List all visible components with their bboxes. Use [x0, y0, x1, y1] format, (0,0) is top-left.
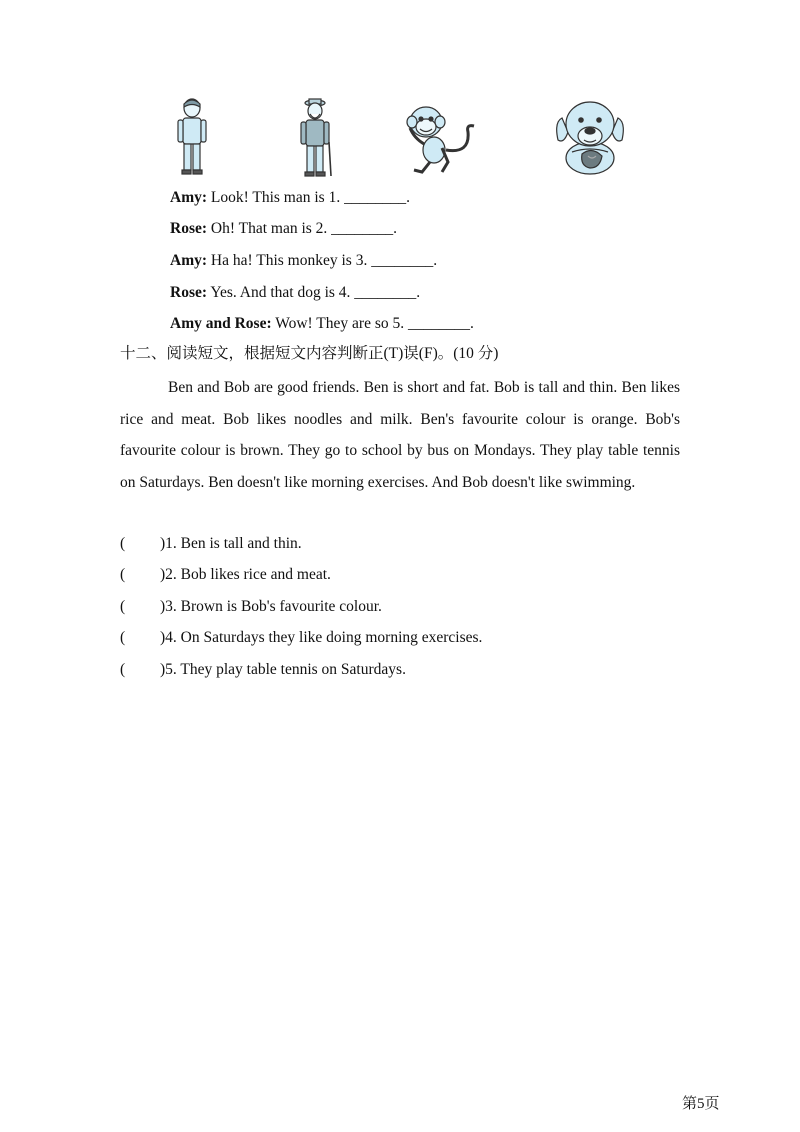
question-item [120, 565, 331, 585]
question-text: )3. Brown is Bob's favourite colour. [160, 598, 382, 615]
dialogue-line [170, 188, 410, 208]
question-item [120, 534, 302, 554]
answer-blank[interactable]: ( [120, 629, 126, 646]
dog-illustration [552, 96, 628, 178]
dialogue-text: Ha ha! This monkey is 3. ________. [207, 252, 438, 269]
dialogue-line [170, 314, 474, 334]
question-item [120, 628, 482, 648]
dialogue-text: Look! This man is 1. ________. [207, 189, 410, 206]
dialogue-text: Yes. And that dog is 4. ________. [207, 284, 421, 301]
answer-blank[interactable]: ( [120, 535, 126, 552]
old-man-illustration [296, 98, 336, 178]
question-text: )5. They play table tennis on Saturdays. [160, 661, 406, 678]
question-item [120, 597, 382, 617]
dialogue-text: Oh! That man is 2. ________. [207, 220, 398, 237]
section-heading: 十二、阅读短文，根据短文内容判断正(T)误(F)。(10 分) [120, 345, 499, 362]
speaker-label: Amy: [170, 189, 208, 206]
question-text: )4. On Saturdays they like doing morning exercises. [160, 629, 483, 646]
answer-blank[interactable]: ( [120, 598, 126, 615]
answer-blank[interactable]: ( [120, 566, 126, 583]
question-item [120, 660, 406, 680]
question-text: )1. Ben is tall and thin. [160, 535, 302, 552]
question-text: )2. Bob likes rice and meat. [160, 566, 331, 583]
speaker-label: Amy: [170, 252, 208, 269]
monkey-illustration [404, 98, 480, 178]
boy-illustration [172, 98, 212, 178]
answer-blank[interactable]: ( [120, 661, 126, 678]
dialogue-line [170, 219, 397, 239]
speaker-label: Rose: [170, 220, 208, 237]
speaker-label: Amy and Rose: [170, 315, 272, 332]
reading-passage: Ben and Bob are good friends. Ben is short and fat. Bob is tall and thin. Ben likes rice and meat. Bob likes noodles and milk. Ben's favourite colour is orange. Bob's favourite colour is brown. They go to school by bus on Mondays. They play table tennis on Saturdays. Ben doesn't like morning exercises. And Bob doesn't like swimming. [120, 379, 680, 491]
dialogue-line [170, 251, 437, 271]
dialogue-text: Wow! They are so 5. ________. [271, 315, 474, 332]
page-number: 第5页 [682, 1096, 720, 1112]
speaker-label: Rose: [170, 284, 208, 301]
dialogue-line [170, 283, 420, 303]
